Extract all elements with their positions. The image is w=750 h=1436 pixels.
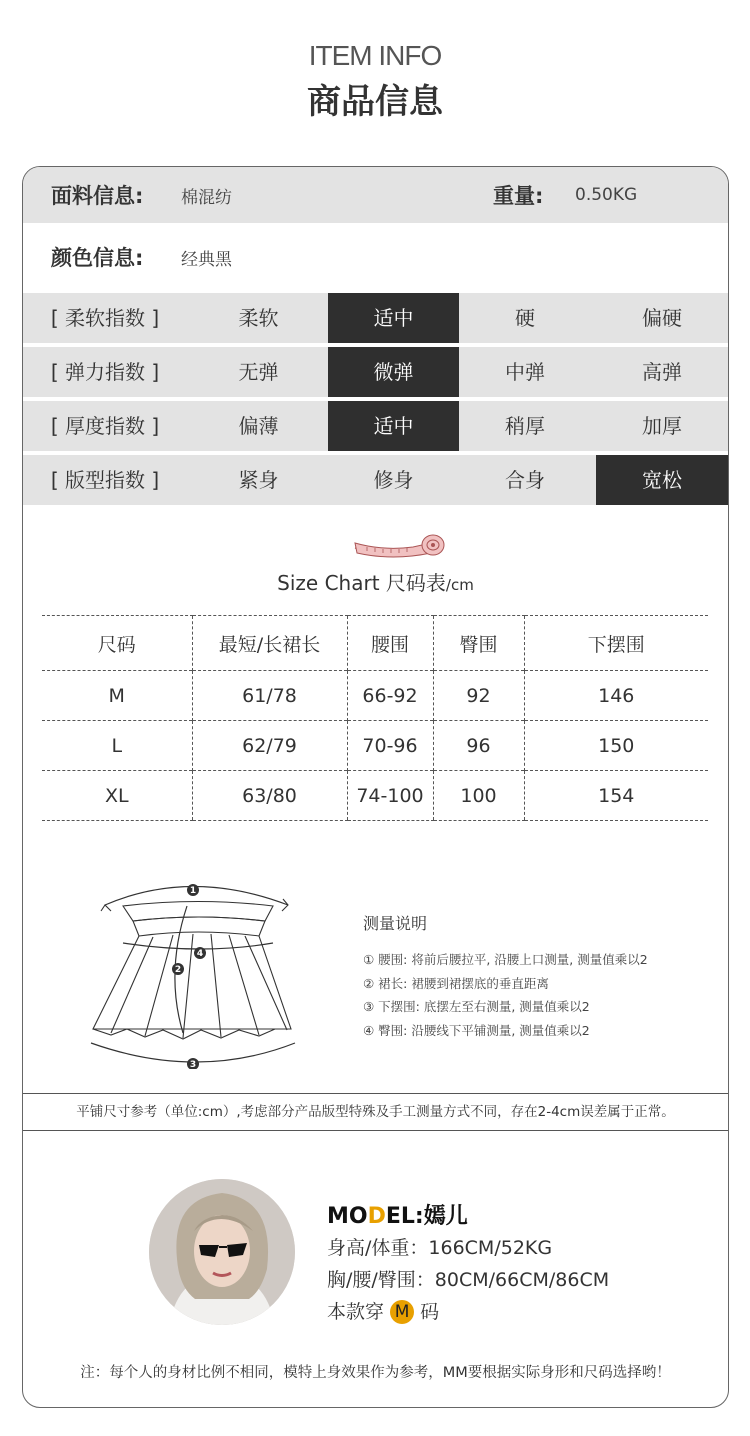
- index-option: 修身: [373, 468, 414, 492]
- index-option: 偏硬: [642, 306, 682, 330]
- model-label-c: EL:: [385, 1204, 424, 1229]
- size-cell: 63/80: [192, 771, 347, 821]
- index-row: [23, 455, 728, 505]
- index-option: 稍厚: [505, 414, 545, 438]
- size-cell: 70-96: [347, 721, 433, 771]
- size-chart-title-text: Size Chart 尺码表: [277, 571, 446, 595]
- tape-measure-icon: [353, 533, 448, 563]
- size-header-row: [42, 616, 708, 671]
- size-cell: 66-92: [347, 671, 433, 721]
- index-option-selected: 适中: [328, 401, 459, 451]
- size-cell: 74-100: [347, 771, 433, 821]
- model-wears-size: [327, 1297, 609, 1329]
- size-cell: 100: [433, 771, 524, 821]
- svg-text:4: 4: [196, 949, 204, 959]
- header-en-title: ITEM INFO: [308, 40, 442, 71]
- wears-prefix: 本款穿: [327, 1301, 385, 1323]
- index-option: 硬: [515, 306, 535, 330]
- size-cell: L: [42, 721, 192, 771]
- size-cell: 146: [524, 671, 708, 721]
- size-row: [42, 671, 708, 721]
- index-row: [23, 293, 728, 343]
- size-cell: 154: [524, 771, 708, 821]
- color-value: 经典黑: [181, 249, 232, 270]
- fabric-value: 棉混纺: [181, 187, 232, 208]
- size-cell: XL: [42, 771, 192, 821]
- wears-suffix: 码: [420, 1301, 440, 1323]
- model-height-weight: 身高/体重：166CM/52KG: [327, 1237, 553, 1259]
- index-option-selected: 宽松: [596, 455, 728, 505]
- measure-item: ③ 下摆围: 底摆左至右测量, 测量值乘以2: [363, 999, 590, 1014]
- model-info: [327, 1199, 609, 1329]
- size-row: [42, 721, 708, 771]
- index-row: [23, 347, 728, 397]
- size-header-cell: 尺码: [42, 616, 192, 671]
- index-option: 偏薄: [238, 414, 279, 438]
- size-chart-table: [42, 615, 708, 821]
- index-option: 柔软: [238, 306, 279, 330]
- flat-size-note: 平铺尺寸参考（单位:cm）,考虑部分产品版型特殊及手工测量方式不同，存在2-4cm误差属于正常。: [23, 1093, 728, 1131]
- model-measurements: 胸/腰/臀围：80CM/66CM/86CM: [327, 1269, 610, 1291]
- svg-text:2: 2: [174, 965, 182, 975]
- model-name: [327, 1199, 609, 1233]
- header-cn-title: 商品信息: [307, 82, 443, 122]
- index-label: [ 弹力指数 ]: [50, 360, 160, 384]
- measure-item: ② 裙长: 裙腰到裙摆底的垂直距离: [363, 975, 549, 991]
- index-option-selected: 适中: [328, 293, 459, 343]
- measure-item: ① 腰围: 将前后腰拉平, 沿腰上口测量, 测量值乘以2: [363, 952, 648, 967]
- index-label: [ 版型指数 ]: [50, 468, 160, 492]
- svg-text:1: 1: [189, 886, 197, 896]
- color-label: 颜色信息:: [51, 246, 144, 270]
- color-row: [23, 229, 728, 285]
- index-row: [23, 401, 728, 451]
- size-header-cell: 腰围: [347, 616, 433, 671]
- size-badge: M: [390, 1300, 414, 1324]
- size-header-cell: 下摆围: [524, 616, 708, 671]
- skirt-diagram: [83, 873, 303, 1069]
- index-option-selected: 微弹: [328, 347, 459, 397]
- size-cell: 62/79: [192, 721, 347, 771]
- model-avatar: [149, 1179, 295, 1325]
- measure-title: 测量说明: [363, 914, 428, 933]
- weight-value: 0.50KG: [575, 185, 638, 205]
- size-cell: 150: [524, 721, 708, 771]
- index-label: [ 厚度指数 ]: [50, 414, 160, 438]
- section-header: [0, 40, 750, 123]
- model-name-value: 嫣儿: [423, 1204, 468, 1229]
- measure-item: ④ 臀围: 沿腰线下平铺测量, 测量值乘以2: [363, 1022, 590, 1038]
- index-option: 无弹: [238, 360, 279, 384]
- svg-text:3: 3: [189, 1060, 197, 1069]
- fabric-label: 面料信息:: [51, 184, 144, 208]
- index-option: 高弹: [642, 360, 682, 384]
- size-chart-title: [23, 567, 728, 596]
- size-header-cell: 臀围: [433, 616, 524, 671]
- index-label: [ 柔软指数 ]: [50, 306, 160, 330]
- size-row: [42, 771, 708, 821]
- product-info-card: [22, 166, 729, 1408]
- model-note: 注：每个人的身材比例不相同，模特上身效果作为参考，MM要根据实际身形和尺码选择哟！: [80, 1365, 671, 1381]
- size-header-cell: 最短/长裙长: [192, 616, 347, 671]
- model-label-b: D: [367, 1204, 386, 1229]
- weight-label: 重量:: [493, 184, 544, 208]
- model-label-a: MO: [327, 1204, 368, 1229]
- index-option: 中弹: [505, 360, 545, 384]
- size-cell: 92: [433, 671, 524, 721]
- size-cell: 61/78: [192, 671, 347, 721]
- measurement-instructions: [363, 911, 648, 1044]
- size-cell: M: [42, 671, 192, 721]
- index-option: 合身: [505, 468, 545, 492]
- fabric-weight-row: [23, 167, 728, 223]
- index-option: 加厚: [642, 414, 682, 438]
- index-option: 紧身: [238, 468, 279, 492]
- size-cell: 96: [433, 721, 524, 771]
- size-chart-unit: /cm: [445, 576, 474, 594]
